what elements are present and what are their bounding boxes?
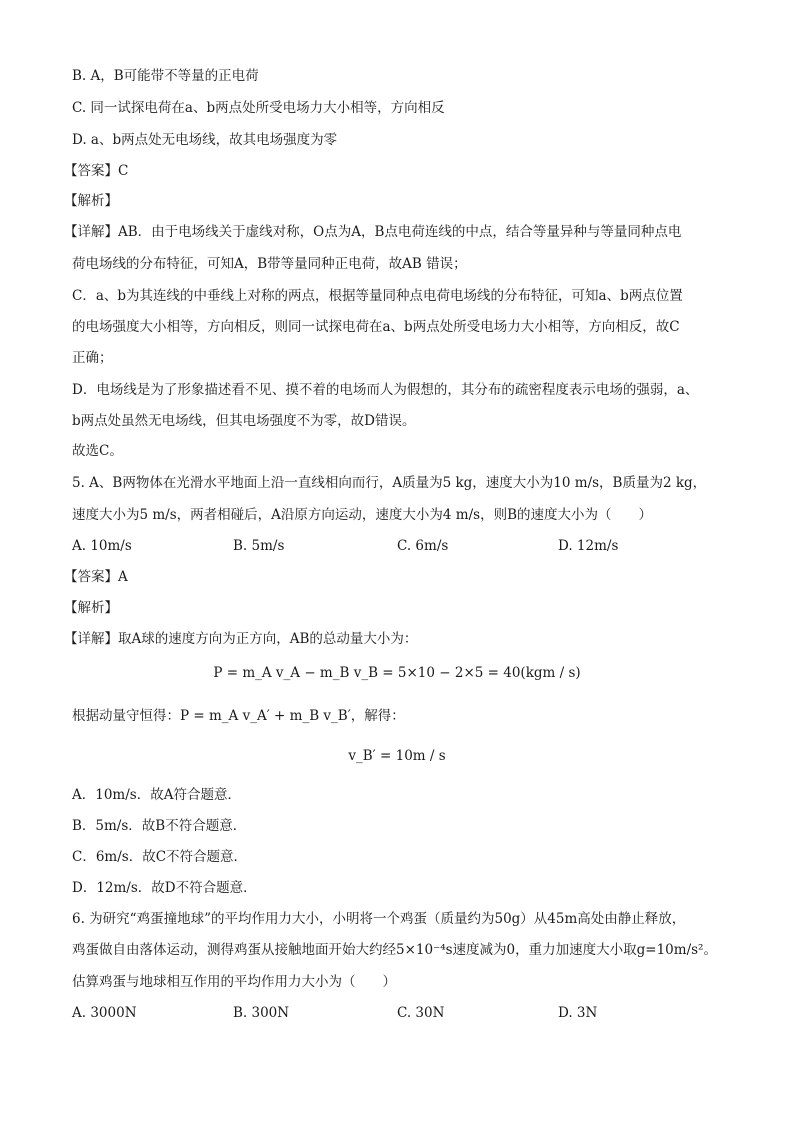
q5-formula-momentum: P = m_A v_A − m_B v_B = 5×10 − 2×5 = 40(kgm / s) — [213, 665, 581, 681]
q4-option-b: B. A，B可能带不等量的正电荷 — [72, 68, 259, 84]
q4-detail-line-4: 的电场强度大小相等，方向相反，则同一试探电荷在a、b两点处所受电场力大小相等，方向相反，故C — [72, 319, 680, 335]
q5-option-a: A. 10m/s — [72, 538, 132, 554]
q4-detail-line-5: 正确； — [72, 350, 113, 366]
q5-option-b: B. 5m/s — [233, 538, 285, 554]
q5-check-a: A．10m/s．故A符合题意． — [72, 787, 241, 803]
q4-detail-line-2: 荷电场线的分布特征，可知A，B带等量同种正电荷，故AB 错误； — [72, 256, 467, 272]
q6-option-c: C. 30N — [397, 1005, 445, 1021]
q4-analysis-label: 【解析】 — [64, 193, 118, 209]
q4-conclusion: 故选C。 — [72, 443, 123, 459]
q5-detail-line-2: 根据动量守恒得：P = m_A v_A′ + m_B v_B′，解得： — [72, 708, 405, 724]
q5-option-d: D. 12m/s — [558, 538, 619, 554]
q6-option-d: D. 3N — [558, 1005, 598, 1021]
q6-stem-line-2: 鸡蛋做自由落体运动，测得鸡蛋从接触地面开始大约经5×10⁻⁴s速度减为0，重力加速度大小取g=10m/s²。 — [72, 942, 717, 958]
q6-stem-line-3: 估算鸡蛋与地球相互作用的平均作用力大小为（ ） — [72, 974, 396, 990]
q5-formula-result: v_B′ = 10m / s — [348, 748, 446, 764]
q4-detail-line-3: C．a、b为其连线的中垂线上对称的两点，根据等量同种点电荷电场线的分布特征，可知a、b两点位置 — [72, 288, 683, 304]
q5-analysis-label: 【解析】 — [64, 600, 118, 616]
q4-answer: 【答案】C — [64, 163, 129, 179]
q4-option-d: D. a、b两点处无电场线，故其电场强度为零 — [72, 132, 338, 148]
q6-option-a: A. 3000N — [72, 1005, 137, 1021]
q6-option-b: B. 300N — [233, 1005, 290, 1021]
q5-check-c: C．6m/s．故C不符合题意． — [72, 849, 248, 865]
q5-stem-line-2: 速度大小为5 m/s，两者相碰后，A沿原方向运动，速度大小为4 m/s，则B的速度大小为（ ） — [72, 507, 652, 523]
q4-option-c: C. 同一试探电荷在a、b两点处所受电场力大小相等，方向相反 — [72, 100, 445, 116]
q4-detail-line-1: 【详解】AB．由于电场线关于虚线对称，O点为A，B点电荷连线的中点，结合等量异种与等量同种点电 — [64, 224, 682, 240]
q4-detail-line-6: D．电场线是为了形象描述看不见、摸不着的电场而人为假想的，其分布的疏密程度表示电场的强弱，a、 — [72, 382, 699, 398]
q6-stem-line-1: 6. 为研究“鸡蛋撞地球”的平均作用力大小，小明将一个鸡蛋（质量约为50g）从45m高处由静止释放， — [72, 911, 686, 927]
q5-stem-line-1: 5. A、B两物体在光滑水平地面上沿一直线相向而行，A质量为5 kg，速度大小为10 m/s，B质量为2 kg， — [72, 475, 707, 491]
q5-option-c: C. 6m/s — [397, 538, 449, 554]
q5-check-d: D．12m/s．故D不符合题意． — [72, 880, 257, 896]
q5-detail-line-1: 【详解】取A球的速度方向为正方向，AB的总动量大小为： — [64, 631, 418, 647]
q5-check-b: B．5m/s．故B不符合题意． — [72, 818, 247, 834]
q4-detail-line-7: b两点处虽然无电场线，但其电场强度不为零，故D错误。 — [72, 413, 416, 429]
q5-answer: 【答案】A — [64, 569, 128, 585]
